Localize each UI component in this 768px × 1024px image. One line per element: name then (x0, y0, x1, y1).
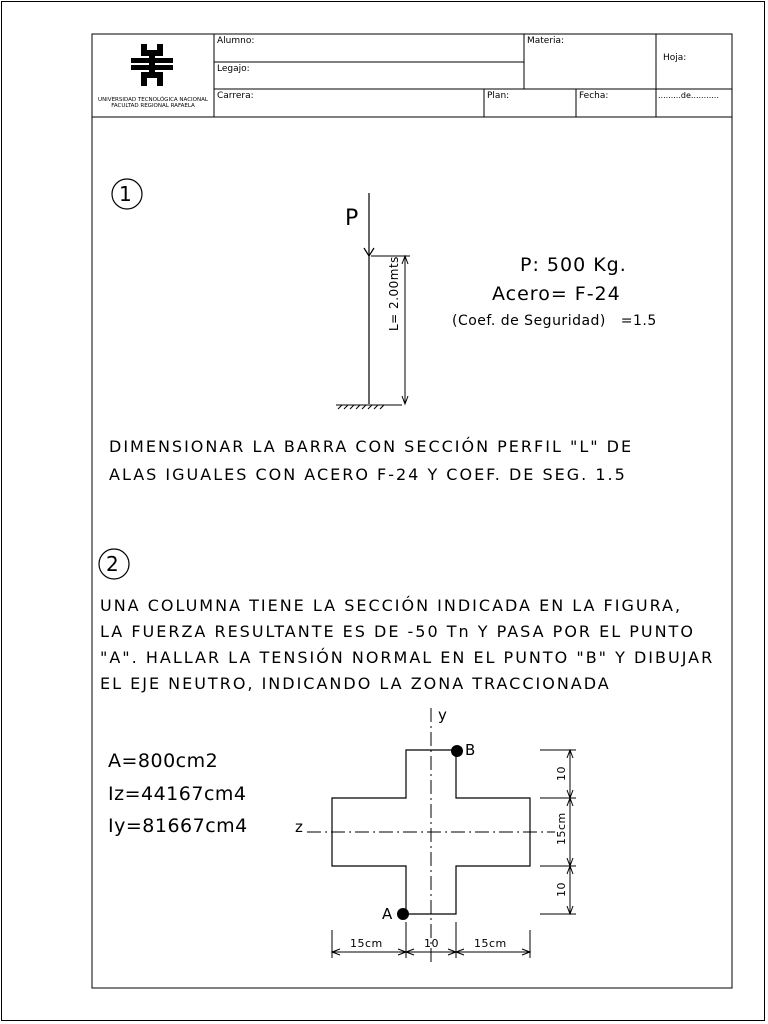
load-label: P (345, 206, 359, 231)
point-b-marker (451, 745, 463, 757)
problem1-number: 1 (119, 182, 133, 206)
point-a-label: A (382, 905, 393, 923)
axis-y-label: y (438, 706, 448, 724)
problem1-statement-line2: ALAS IGUALES CON ACERO F-24 Y COEF. DE SEG. 1.5 (109, 465, 627, 484)
dim-top-label: 10 (555, 766, 568, 781)
alumno-label: Alumno: (217, 36, 255, 46)
problem2-statement-line4: EL EJE NEUTRO, INDICANDO LA ZONA TRACCIONADA (100, 674, 611, 693)
utn-logo-icon (131, 44, 173, 86)
inertia-z: Iz=44167cm4 (108, 783, 247, 805)
faculty-name: FACULTAD REGIONAL RAFAELA (111, 103, 195, 109)
point-b-label: B (465, 741, 476, 759)
problem2-statement-line1: UNA COLUMNA TIENE LA SECCIÓN INDICADA EN LA FIGURA, (100, 596, 683, 615)
safety-coefficient: (Coef. de Seguridad) =1.5 (452, 313, 657, 329)
legajo-label: Legajo: (217, 64, 250, 74)
hoja-count: .........de........... (658, 91, 719, 100)
problem2-number: 2 (106, 552, 120, 576)
materia-label: Materia: (527, 36, 565, 46)
axis-z-label: z (295, 818, 304, 836)
dim-bottom-label: 10 (555, 882, 568, 897)
problem2-statement-line3: "A". HALLAR LA TENSIÓN NORMAL EN EL PUNTO "B" Y DIBUJAR (100, 648, 715, 667)
fecha-label: Fecha: (579, 91, 609, 101)
plan-label: Plan: (487, 91, 510, 101)
hoja-label: Hoja: (663, 53, 687, 63)
carrera-label: Carrera: (217, 91, 254, 101)
length-dimension-label: L= 2.00mts (387, 256, 401, 331)
problem1-statement-line1: DIMENSIONAR LA BARRA CON SECCIÓN PERFIL "L" DE (109, 437, 634, 456)
section-area: A=800cm2 (108, 750, 219, 772)
dim-middle-label: 15cm (555, 812, 568, 845)
load-value: P: 500 Kg. (520, 254, 627, 276)
problem2-statement-line2: LA FUERZA RESULTANTE ES DE -50 Tn Y PASA POR EL PUNTO (100, 622, 695, 641)
sheet-frame (92, 34, 732, 988)
inertia-y: Iy=81667cm4 (108, 815, 248, 837)
university-name: UNIVERSIDAD TECNOLÓGICA NACIONAL (98, 97, 208, 103)
steel-grade: Acero= F-24 (492, 283, 621, 305)
dim-center-label: 10 (424, 937, 439, 950)
dim-right-label: 15cm (474, 937, 507, 950)
dim-left-label: 15cm (350, 937, 383, 950)
point-a-marker (397, 908, 409, 920)
fixed-support-icon (336, 405, 402, 409)
